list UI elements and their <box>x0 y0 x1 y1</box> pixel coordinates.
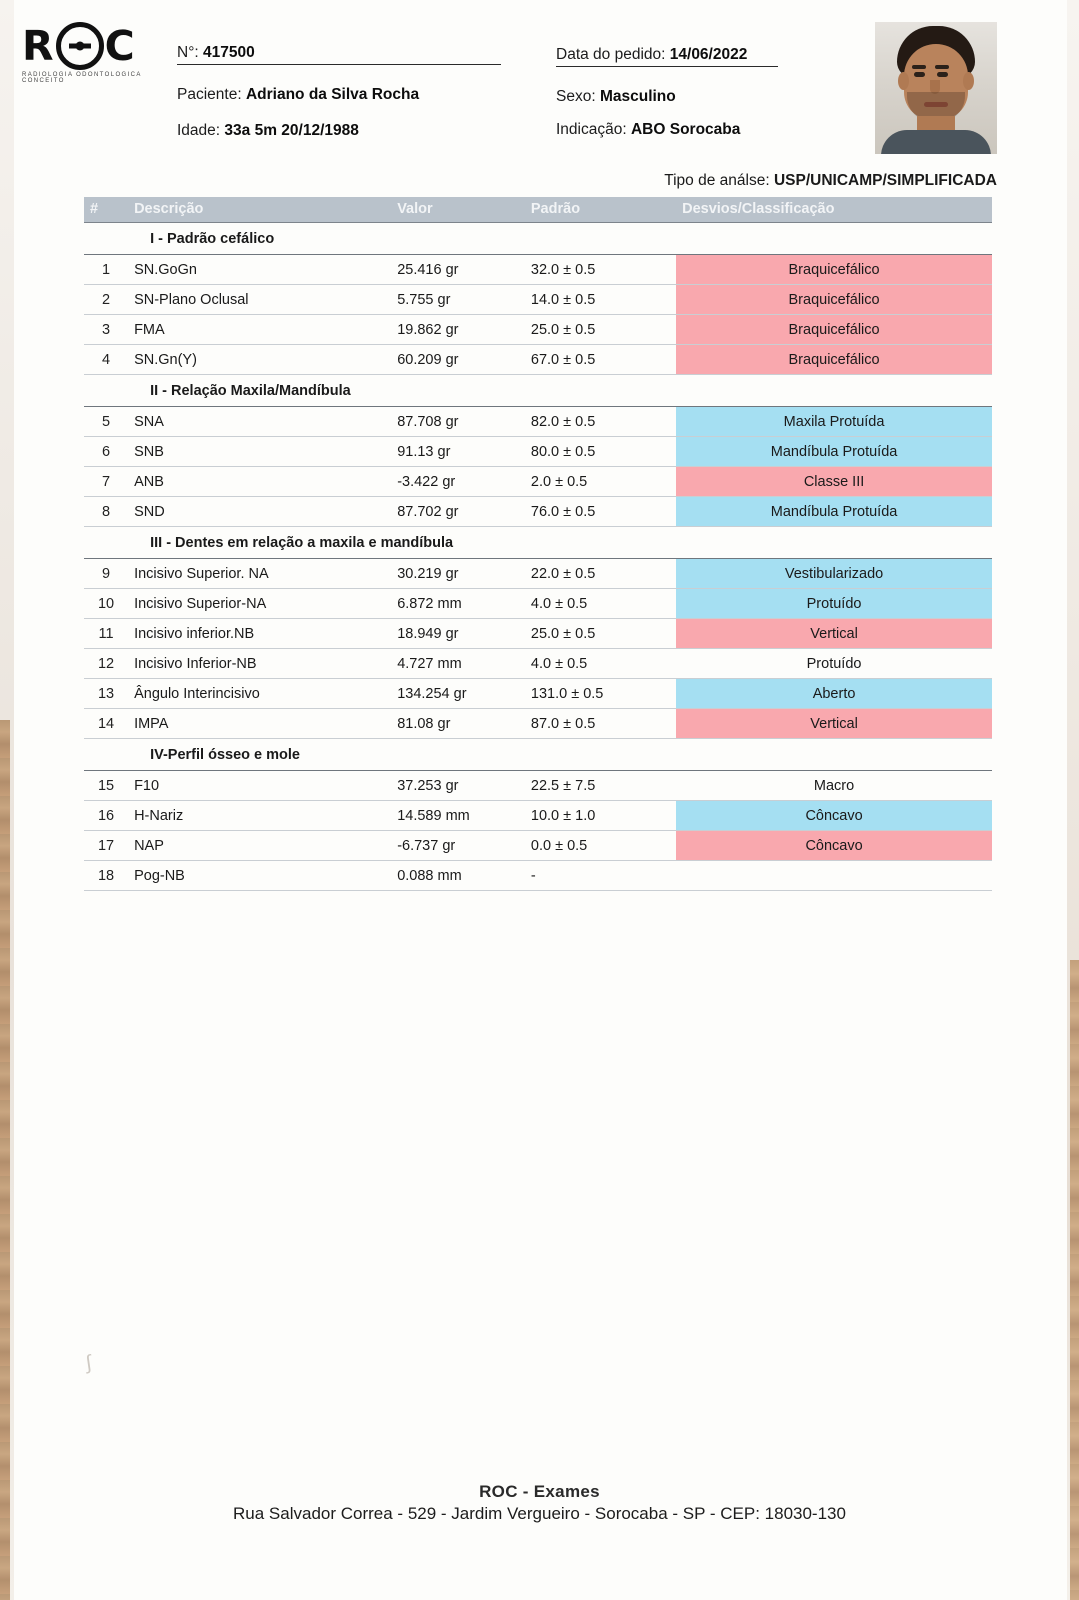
row-description: Incisivo Superior-NA <box>128 589 391 619</box>
table-section-row <box>84 527 992 559</box>
scan-smudge: ∫ <box>84 1351 93 1375</box>
row-index: 14 <box>84 709 128 739</box>
clinic-logo <box>22 22 154 84</box>
table-row <box>84 285 992 315</box>
section-title: III - Dentes em relação a maxila e mandíbula <box>128 527 992 559</box>
data-pedido-value: 14/06/2022 <box>669 46 748 63</box>
row-index: 16 <box>84 801 128 831</box>
row-value: 14.589 mm <box>391 801 525 831</box>
row-index: 12 <box>84 649 128 679</box>
row-standard: 32.0 ± 0.5 <box>525 255 676 285</box>
footer-address: Rua Salvador Correa - 529 - Jardim Vergueiro - Sorocaba - SP - CEP: 18030-130 <box>233 1504 846 1523</box>
row-value: -6.737 gr <box>391 831 525 861</box>
row-classification: Vestibularizado <box>676 559 992 589</box>
row-description: Incisivo Inferior-NB <box>128 649 391 679</box>
row-classification: Macro <box>676 771 992 801</box>
data-pedido-underline <box>556 66 778 67</box>
row-classification: Mandíbula Protuída <box>676 497 992 527</box>
tipo-analise <box>664 172 997 190</box>
row-standard: 4.0 ± 0.5 <box>525 589 676 619</box>
row-description: H-Nariz <box>128 801 391 831</box>
row-description: F10 <box>128 771 391 801</box>
row-index: 15 <box>84 771 128 801</box>
row-description: ANB <box>128 467 391 497</box>
row-classification: Mandíbula Protuída <box>676 437 992 467</box>
table-header-row <box>84 197 992 223</box>
scan-background-texture-left <box>0 720 10 1600</box>
row-index: 5 <box>84 407 128 437</box>
paciente-label: Paciente: <box>177 86 242 103</box>
photo-brow-right <box>935 65 949 69</box>
table-section-row <box>84 223 992 255</box>
photo-brow-left <box>912 65 926 69</box>
tipo-analise-value: USP/UNICAMP/SIMPLIFICADA <box>773 172 997 189</box>
table-body <box>84 223 992 891</box>
indicacao-label: Indicação: <box>556 121 627 138</box>
table-section-row <box>84 375 992 407</box>
column-header-desc: Descrição <box>128 197 391 223</box>
row-classification: Vertical <box>676 619 992 649</box>
row-classification: Braquicefálico <box>676 345 992 375</box>
cephalometric-table <box>84 197 992 891</box>
row-value: 25.416 gr <box>391 255 525 285</box>
tipo-analise-label: Tipo de análse: <box>664 172 770 189</box>
row-classification: Vertical <box>676 709 992 739</box>
row-description: FMA <box>128 315 391 345</box>
row-classification: Braquicefálico <box>676 255 992 285</box>
row-description: SNB <box>128 437 391 467</box>
section-num-cell <box>84 375 128 407</box>
table-row <box>84 801 992 831</box>
row-value: 19.862 gr <box>391 315 525 345</box>
row-index: 6 <box>84 437 128 467</box>
row-standard: 80.0 ± 0.5 <box>525 437 676 467</box>
row-classification: Braquicefálico <box>676 315 992 345</box>
logo-target-icon <box>56 22 104 70</box>
section-num-cell <box>84 527 128 559</box>
row-description: SND <box>128 497 391 527</box>
table-row <box>84 255 992 285</box>
row-value: 81.08 gr <box>391 709 525 739</box>
row-classification: Protuído <box>676 649 992 679</box>
row-description: SNA <box>128 407 391 437</box>
table-row <box>84 649 992 679</box>
logo-letter-r: R <box>22 22 55 70</box>
row-index: 10 <box>84 589 128 619</box>
sexo-label: Sexo: <box>556 88 596 105</box>
field-data-pedido <box>556 46 747 64</box>
table-row <box>84 559 992 589</box>
row-value: 5.755 gr <box>391 285 525 315</box>
table-row <box>84 709 992 739</box>
row-standard: 131.0 ± 0.5 <box>525 679 676 709</box>
table-row <box>84 589 992 619</box>
row-standard: 10.0 ± 1.0 <box>525 801 676 831</box>
row-standard: 22.0 ± 0.5 <box>525 559 676 589</box>
row-description: NAP <box>128 831 391 861</box>
idade-value: 33a 5m 20/12/1988 <box>224 122 359 139</box>
row-standard: 2.0 ± 0.5 <box>525 467 676 497</box>
idade-label: Idade: <box>177 122 221 139</box>
row-standard: 0.0 ± 0.5 <box>525 831 676 861</box>
field-numero <box>177 44 255 62</box>
row-index: 9 <box>84 559 128 589</box>
logo-letter-c: C <box>104 22 136 70</box>
row-description: IMPA <box>128 709 391 739</box>
row-standard: 25.0 ± 0.5 <box>525 315 676 345</box>
column-header-num: # <box>84 197 128 223</box>
row-standard: 22.5 ± 7.5 <box>525 771 676 801</box>
numero-underline <box>177 64 501 65</box>
photo-eye-left <box>914 72 925 77</box>
row-description: Incisivo inferior.NB <box>128 619 391 649</box>
row-standard: 76.0 ± 0.5 <box>525 497 676 527</box>
row-classification: Côncavo <box>676 831 992 861</box>
photo-eye-right <box>937 72 948 77</box>
row-index: 2 <box>84 285 128 315</box>
table-row <box>84 771 992 801</box>
table-row <box>84 345 992 375</box>
logo-subtitle-line1: RADIOLOGIA ODONTOLOGICA <box>22 72 142 78</box>
row-description: Pog-NB <box>128 861 391 891</box>
row-standard: 67.0 ± 0.5 <box>525 345 676 375</box>
table-row <box>84 497 992 527</box>
indicacao-value: ABO Sorocaba <box>630 121 741 138</box>
row-value: 18.949 gr <box>391 619 525 649</box>
row-index: 7 <box>84 467 128 497</box>
row-value: 0.088 mm <box>391 861 525 891</box>
field-paciente <box>177 86 419 104</box>
logo-wordmark <box>22 22 154 70</box>
row-classification: Maxila Protuída <box>676 407 992 437</box>
row-value: 134.254 gr <box>391 679 525 709</box>
patient-photo <box>875 22 997 154</box>
numero-label: N°: <box>177 44 199 61</box>
photo-mouth <box>924 102 948 107</box>
row-value: 6.872 mm <box>391 589 525 619</box>
row-index: 1 <box>84 255 128 285</box>
row-index: 4 <box>84 345 128 375</box>
row-value: 60.209 gr <box>391 345 525 375</box>
table-header <box>84 197 992 223</box>
row-classification <box>676 861 992 891</box>
row-index: 13 <box>84 679 128 709</box>
numero-value: 417500 <box>203 44 255 61</box>
column-header-padrao: Padrão <box>525 197 676 223</box>
table-row <box>84 437 992 467</box>
row-value: 87.708 gr <box>391 407 525 437</box>
row-classification: Aberto <box>676 679 992 709</box>
logo-subtitle-line2: CONCEITO <box>22 78 65 84</box>
table-row <box>84 861 992 891</box>
row-standard: 82.0 ± 0.5 <box>525 407 676 437</box>
row-index: 17 <box>84 831 128 861</box>
table-row <box>84 831 992 861</box>
section-title: I - Padrão cefálico <box>128 223 992 255</box>
row-value: 30.219 gr <box>391 559 525 589</box>
row-standard: 25.0 ± 0.5 <box>525 619 676 649</box>
data-pedido-label: Data do pedido: <box>556 46 666 63</box>
row-index: 8 <box>84 497 128 527</box>
table-row <box>84 619 992 649</box>
photo-shoulders <box>881 130 991 154</box>
section-num-cell <box>84 223 128 255</box>
row-index: 3 <box>84 315 128 345</box>
row-classification: Côncavo <box>676 801 992 831</box>
table-section-row <box>84 739 992 771</box>
column-header-valor: Valor <box>391 197 525 223</box>
section-title: II - Relação Maxila/Mandíbula <box>128 375 992 407</box>
row-index: 18 <box>84 861 128 891</box>
row-value: 37.253 gr <box>391 771 525 801</box>
photo-ear-left <box>898 72 909 90</box>
section-title: IV-Perfil ósseo e mole <box>128 739 992 771</box>
page-footer <box>0 1482 1079 1524</box>
row-description: SN-Plano Oclusal <box>128 285 391 315</box>
row-classification: Protuído <box>676 589 992 619</box>
row-standard: - <box>525 861 676 891</box>
footer-clinic-name: ROC - Exames <box>479 1482 600 1501</box>
row-classification: Braquicefálico <box>676 285 992 315</box>
field-indicacao <box>556 121 740 139</box>
paciente-value: Adriano da Silva Rocha <box>245 86 420 103</box>
row-description: Incisivo Superior. NA <box>128 559 391 589</box>
field-idade <box>177 122 359 140</box>
row-value: 87.702 gr <box>391 497 525 527</box>
column-header-desvios: Desvios/Classificação <box>676 197 992 223</box>
row-value: 4.727 mm <box>391 649 525 679</box>
table-row <box>84 407 992 437</box>
table-row <box>84 315 992 345</box>
row-description: SN.Gn(Y) <box>128 345 391 375</box>
row-value: -3.422 gr <box>391 467 525 497</box>
row-description: SN.GoGn <box>128 255 391 285</box>
row-standard: 87.0 ± 0.5 <box>525 709 676 739</box>
row-index: 11 <box>84 619 128 649</box>
sexo-value: Masculino <box>599 88 676 105</box>
table-row <box>84 679 992 709</box>
row-standard: 14.0 ± 0.5 <box>525 285 676 315</box>
row-standard: 4.0 ± 0.5 <box>525 649 676 679</box>
row-description: Ângulo Interincisivo <box>128 679 391 709</box>
field-sexo <box>556 88 676 106</box>
section-num-cell <box>84 739 128 771</box>
cephalometric-table-wrapper <box>84 197 992 891</box>
table-row <box>84 467 992 497</box>
row-classification: Classe III <box>676 467 992 497</box>
photo-ear-right <box>963 72 974 90</box>
row-value: 91.13 gr <box>391 437 525 467</box>
